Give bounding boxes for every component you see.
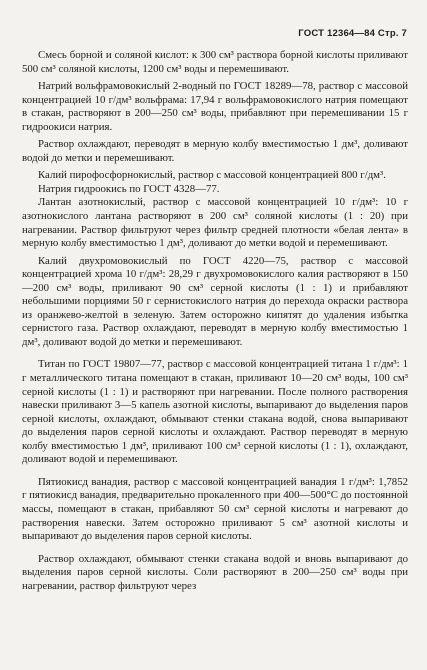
paragraph-tungstate-cooling: Раствор охлаждают, переводят в мерную колбу вместимостью 1 дм³, доливают водой до метки и перемешивают. <box>22 138 408 164</box>
paragraph-boric-hydrochloric-mixture: Смесь борной и соляной кислот: к 300 см³ раствора борной кислоты приливают 500 см³ соляной кислоты, 1200 см³ воды и перемешивают. <box>22 49 408 75</box>
paragraph-titanium: Титан по ГОСТ 19807—77, раствор с массовой концентрацией титана 1 г/дм³: 1 г металлического титана помещают в стакан, приливают 10—20 см³ воды, 100 см³ серной кислоты (1 : 1) и растворяют при нагревании. После полного растворения навески приливают 3—5 капель азотной кислоты, выпаривают до выделения паров серной кислоты, охлаждают, обмывают стенки стакана водой, снова выпаривают до выделения паров серной кислоты и охлаждают. Раствор переводят в мерную колбу вместимостью 1 дм³, приливают 100 см³ серной кислоты (1 : 1), охлаждают, доливают водой и перемешивают. <box>22 358 408 466</box>
document-body <box>22 49 408 593</box>
page-header: ГОСТ 12364—84 Стр. 7 <box>298 28 407 39</box>
paragraph-lanthanum-nitrate: Лантан азотнокислый, раствор с массовой концентрацией 10 г/дм³: 10 г азотнокислого лантана растворяют в 200 см³ соляной кислоты (1 : 20) при нагревании. Раствор фильтруют через фильтр средней плотности «белая лента» в мерную колбу вместимостью 1 дм³, доливают до метки водой и перемешивают. <box>22 196 408 250</box>
paragraph-sodium-tungstate: Натрий вольфрамовокислый 2-водный по ГОСТ 18289—78, раствор с массовой концентрацией 10 г/дм³ вольфрама: 17,94 г вольфрамовокислого натрия помещают в стакан, растворяют в 200—250 см³ воды, прибавляют при перемешивании 15 г гидроокиси натрия. <box>22 80 408 133</box>
paragraph-potassium-dichromate: Калий двухромовокислый по ГОСТ 4220—75, раствор с массовой концентрацией хрома 10 г/дм³: 28,29 г двухромовокислого калия растворяют в 150—200 см³ воды, приливают 90 см³ серной кислоты (1 : 1) и прибавляют небольшими порциями 50 г сернистокислого натрия до перехода окраски раствора из оранжево-желтой в зеленую. Затем осторожно кипятят до удаления избытка сернистого газа. Раствор охлаждают, переводят в мерную колбу вместимостью 1 дм³, доливают водой до метки и перемешивают. <box>22 254 408 348</box>
paragraph-vanadium-cooling: Раствор охлаждают, обмывают стенки стакана водой и вновь выпаривают до выделения паров серной кислоты. Соли растворяют в 200—250 см³ воды при нагревании, раствор фильтруют через <box>22 552 408 592</box>
paragraph-vanadium-pentoxide: Пятиокисд ванадия, раствор с массовой концентрацией ванадия 1 г/дм³: 1,7852 г пятиокисд ванадия, предварительно прокаленного при 400—500°C до постоянной массы, помещают в стакан, прибавляют 50 см³ серной кислоты и нагревают до растворения навески. Затем осторожно приливают 5 см³ азотной кислоты и выпаривают до выделения паров серной кислоты. <box>22 475 408 543</box>
paragraph-sodium-hydroxide: Натрия гидроокись по ГОСТ 4328—77. <box>38 182 220 195</box>
paragraph-potassium-pyrophosphate: Калий пирофосфорнокислый, раствор с массовой концентрацией 800 г/дм³. <box>38 169 386 182</box>
